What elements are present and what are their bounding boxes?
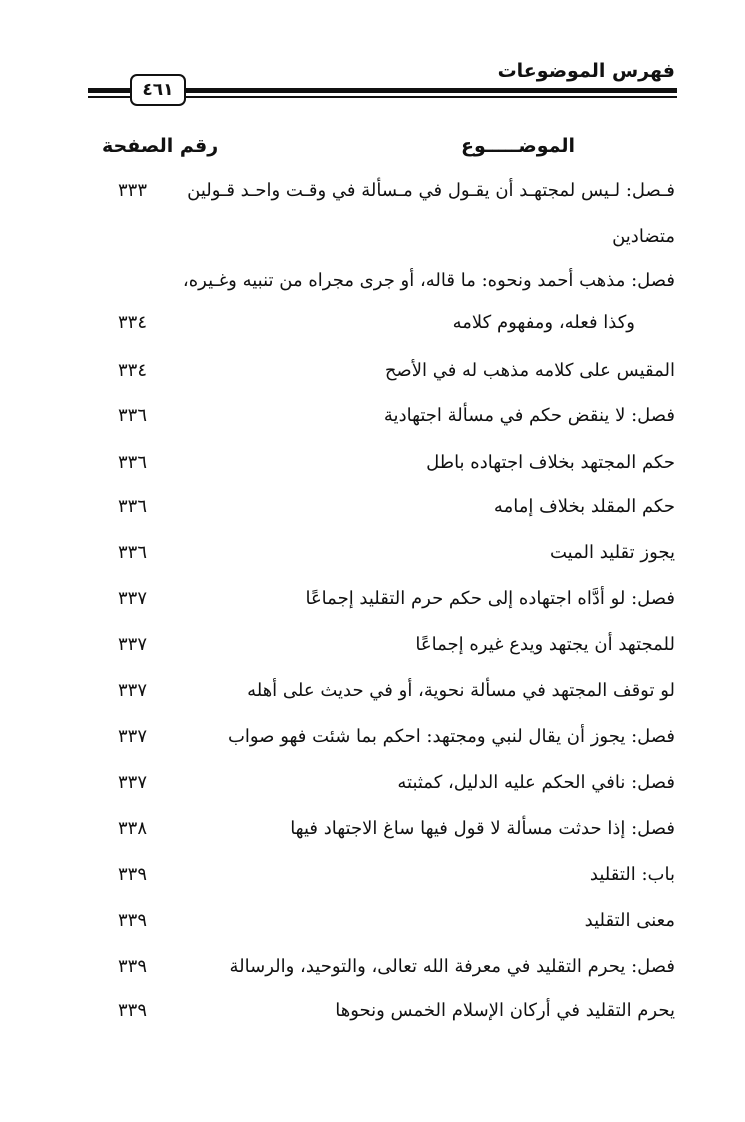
toc-entry-text: معنى التقليد — [584, 910, 675, 931]
toc-entry-text: فصل: لا ينقض حكم في مسألة اجتهادية — [383, 405, 675, 426]
toc-entry-page: ٣٣٧ — [118, 680, 148, 701]
toc-entry-text: متضادين — [612, 226, 675, 247]
toc-entry-page: ٣٣٧ — [118, 588, 148, 609]
column-header-topic: الموضـــــوع — [460, 135, 575, 157]
toc-entry-text: للمجتهد أن يجتهد ويدع غيره إجماعًا — [415, 634, 675, 655]
toc-entry-page: ٣٣٦ — [118, 452, 148, 473]
toc-entry-page: ٣٣٧ — [118, 772, 148, 793]
toc-entry-page: ٣٣٩ — [118, 864, 148, 885]
toc-entry-text: باب: التقليد — [589, 864, 675, 885]
toc-entry-text: وكذا فعله، ومفهوم كلامه — [452, 312, 635, 333]
toc-entry-page: ٣٣٣ — [118, 180, 148, 201]
page-number-box — [130, 74, 186, 106]
toc-entry-page: ٣٣٦ — [118, 542, 148, 563]
toc-entry-page: ٣٣٨ — [118, 818, 148, 839]
toc-entry-page: ٣٣٩ — [118, 910, 148, 931]
toc-entry-text: حكم المجتهد بخلاف اجتهاده باطل — [426, 452, 675, 473]
toc-entry-text: فصل: يجوز أن يقال لنبي ومجتهد: احكم بما شئت فهو صواب — [227, 726, 675, 747]
toc-entry-page: ٣٣٤ — [118, 312, 148, 333]
toc-entry-text: فصل: لو أدَّاه اجتهاده إلى حكم حرم التقليد إجماعًا — [305, 588, 675, 609]
toc-entry-text: فصل: مذهب أحمد ونحوه: ما قاله، أو جرى مجراه من تنبيه وغـيره، — [182, 270, 675, 291]
toc-entry-text: فصل: إذا حدثت مسألة لا قول فيها ساغ الاجتهاد فيها — [290, 818, 675, 839]
toc-entry-text: فصل: يحرم التقليد في معرفة الله تعالى، والتوحيد، والرسالة — [229, 956, 675, 977]
page-number: ٤٦١ — [142, 80, 174, 100]
toc-entry-text: فصل: نافي الحكم عليه الدليل، كمثبته — [397, 772, 675, 793]
toc-entry-page: ٣٣٩ — [118, 956, 148, 977]
column-header-page: رقم الصفحة — [102, 135, 219, 157]
toc-entry-page: ٣٣٦ — [118, 496, 148, 517]
toc-entry-text: يحرم التقليد في أركان الإسلام الخمس ونحوها — [335, 1000, 675, 1021]
toc-entry-text: فـصل: لـيس لمجتهـد أن يقـول في مـسألة في وقـت واحـد قـولين — [187, 180, 675, 201]
toc-entry-page: ٣٣٤ — [118, 360, 148, 381]
toc-entry-text: لو توقف المجتهد في مسألة نحوية، أو في حديث على أهله — [247, 680, 675, 701]
header-title: فهرس الموضوعات — [497, 60, 675, 82]
toc-entry-text: المقيس على كلامه مذهب له في الأصح — [384, 360, 675, 381]
toc-entry-page: ٣٣٧ — [118, 726, 148, 747]
toc-entry-page: ٣٣٩ — [118, 1000, 148, 1021]
toc-entry-text: حكم المقلد بخلاف إمامه — [493, 496, 675, 517]
toc-entry-text: يجوز تقليد الميت — [549, 542, 675, 563]
toc-entry-page: ٣٣٦ — [118, 405, 148, 426]
toc-entry-page: ٣٣٧ — [118, 634, 148, 655]
